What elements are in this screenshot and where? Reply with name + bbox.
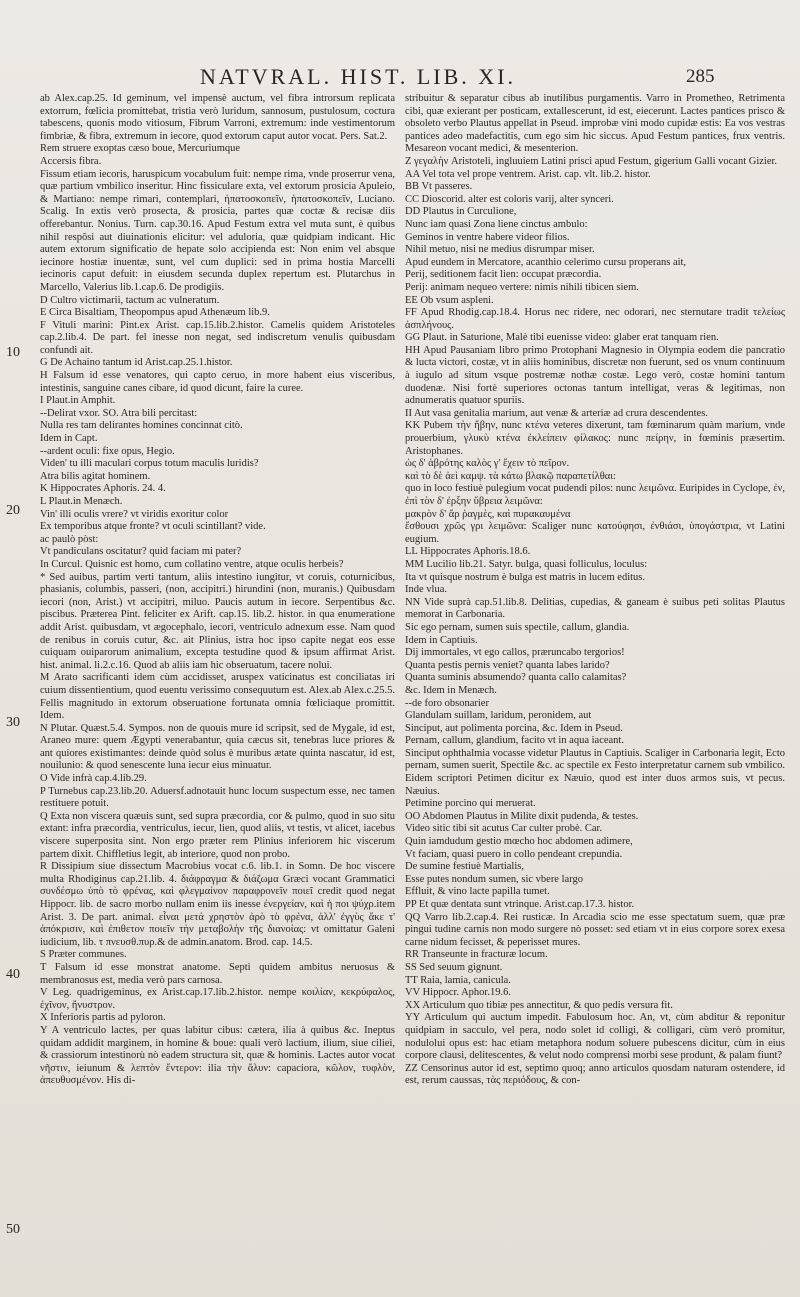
- left-text-column: [40, 93, 395, 1283]
- text-paragraph: Fissum etiam iecoris, haruspicum vocabulum fuit: nempe rima, vnde proserrur vena, quæ partium vmbilico inseritur. Hinc fissiculare exta, vel extorum prosicia Apuleio, & Martiano: nempe rimari, contemplari, ἡπατοσκοπεῖν, ἡπατοσκοπεῖν, Luciano. Scalig. In extis verò prosecta, & prosicia, partes quæ coctæ & recisæ diis offerebantur. Nonius. Turn. cap.30.16. Apud Festum extra vel muta sunt, è quibus nihil respõsi aut diuinationis elicitur: vel aduloria, quæ quidpiam indicant. Hic autem extorum significatio de hepate solo accipienda est: Non enim vel absque iecinore hostiæ inuentæ, sunt, vel cum duplici: sed in prima hostia Marcelli iecinoris caput defuit: in eiusdem secunda duplex repertum est. Plutarchus in Marcello, Valerius lib.1.cap.6. De prodigiis.: [40, 168, 395, 293]
- text-paragraph: Pernam, callum, glandium, facito vt in aqua iaceant.: [405, 735, 624, 747]
- text-paragraph: Dij immortales, vt ego callos, præruncabo tergorios!: [405, 647, 625, 659]
- text-paragraph: VV Hippocr. Aphor.19.6.: [405, 987, 511, 999]
- text-paragraph: QQ Varro lib.2.cap.4. Rei rusticæ. In Arcadia scio me esse spectatum suem, quæ præ pingui tudine carnis non modo surgere nò posset: sed etiam vt in eius corpore sorex exesa carne nidum fecisset, & peperisset mures.: [405, 911, 785, 948]
- text-paragraph: ὡς δ' ἁβρότης καλὸς γ' ἔχειν τὸ πεῖρον.: [405, 458, 570, 470]
- text-paragraph: EE Ob vsum aspleni.: [405, 294, 494, 306]
- text-paragraph: ZZ Censorinus autor id est, septimo quoq; anno articulos quosdam naturam ostendere, id est, rerum caussas, τὰς περιόδους, & con-: [405, 1062, 785, 1087]
- text-paragraph: Quanta pestis pernis veniet? quanta labes larido?: [405, 659, 610, 671]
- text-paragraph: In Curcul. Quisnic est homo, cum collatino ventre, atque oculis herbeis?: [40, 558, 344, 570]
- text-paragraph: Nulla res tam delirantes homines concinnat citò.: [40, 420, 243, 432]
- text-paragraph: NN Vide suprà cap.51.lib.8. Delitias, cupedias, & ganeam è suibus peti solitas Plautus memorat in Carbonaria.: [405, 596, 785, 621]
- text-paragraph: --de foro obsonarier: [405, 697, 489, 709]
- text-paragraph: M Arato sacrificanti idem cùm accidisset, aruspex vaticinatus est conciliatas iri cuium dissentientium, quod euentu verissimo consequutum est. Alex.ab Alex.c.25.5. Fellis magnitudo in extorum obseruatione fortunata omnia fœliciaque promittit. Idem.: [40, 672, 395, 722]
- text-paragraph: Viden' tu illi maculari corpus totum maculis luridis?: [40, 458, 259, 470]
- text-paragraph: V Leg. quadrigeminus, ex Arist.cap.17.lib.2.histor. nempe κοιλίαν, κεκρύφαλος, ἐχῖνον, ἤνυστρον.: [40, 987, 395, 1011]
- text-paragraph: Accersis fibra.: [40, 155, 102, 167]
- text-paragraph: FF Apud Rhodig.cap.18.4. Horus nec ridere, nec odorari, nec sternutare tradit τελείως ἀσπλήνους.: [405, 307, 785, 331]
- text-paragraph: καὶ τὸ δὲ ἀεὶ καμψ. τὰ κάτω βλακῷ παραπετίλθαι:: [405, 470, 616, 482]
- text-paragraph: HH Apud Pausaniam libro primo Protophani Magnesio in Olympia eodem die pancratio & lucta victori, costæ, vt in aliis hominibus, discretæ non fuerunt, sed os vnum continuum à iugulo ad situm vsque postremæ nothæ costæ. Lego verò, costæ homini tantum duodenæ. Nisi fortè superiores octonas tantum intelligat, veras & legitimas, non adnumeratis quatuor spuriis.: [405, 344, 785, 407]
- running-head-title: NATVRAL. HIST. LIB. XI.: [199, 64, 517, 89]
- text-paragraph: Q Exta non viscera quæuis sunt, sed supra præcordia, cor & pulmo, quod in suo situ extant: infra præcordia, ventriculus, iecur, lien, quod aliis, vt testis, vt alicet, iacebus viscere superposita sint. Non ergo præter rem Plinius inferiorem hic viscerum partem dixit. Chiffletius legit, ab interiore, quod non probo.: [40, 810, 395, 860]
- page-number: 285: [686, 66, 715, 87]
- text-paragraph: RR Transeunte in fracturæ locum.: [405, 949, 548, 961]
- text-paragraph: Rem struere exoptas cæso boue, Mercuriumque: [40, 143, 241, 155]
- text-paragraph: Vt faciam, quasi puero in collo pendeant crepundia.: [405, 848, 623, 860]
- text-paragraph: Geminos in ventre habere videor filios.: [405, 231, 570, 243]
- text-paragraph: Perij, seditionem facit lien: occupat præcordia.: [405, 269, 602, 281]
- text-paragraph: ab Alex.cap.25. Id geminum, vel impensè auctum, vel fibra introrsum replicata extorrum, fœlicia promittebat, tristia verò luridum, sannosum, pustulosum, coctura tabescens, quonis modo vitiosum, Fibrum Varroni, extremum: inde vestimentorum fimbriæ, & fibra, extremum in iecore, quod extorum caput autor vocat. Pers. Sat.2.: [40, 93, 395, 142]
- text-paragraph: μακρὸν δ' ἄρ ῥαγμὲς, καὶ πυρακαυμένα: [405, 508, 571, 520]
- margin-line-number: 20: [6, 503, 20, 518]
- text-paragraph: * Sed auibus, partim verti tantum, aliis intestino iungitur, vt coruis, coturnicibus, phasianis, columbis, passeri, (non, accipitri.) hirundini (non, muranis.) Quibusdam iecori (non, Arist.) vt accipitri, miluo. Paucis autum in iecore. Serpentibus &c. piscibus. Præterea Pint. feliciter ex Arift. cap.15. lib.2. histor. in qua enumeratione addit Arist. quibusdam, vt ægocephalo, iecori, ventriculo adnexum esse. Nam quod de renibus in coruis cutur, &c. ait Plinius, istra hoc ipso capite negat eos esse cuiquam ouiparorum animalium, excepta testudine quod & ipsum affirmat Arist. hist. animal. li.2.c.16. Quod ab aliis iam hic obseruatum, tacere nolui.: [40, 571, 395, 671]
- text-paragraph: GG Plaut. in Saturione, Malè tibi euenisse video: glaber erat tanquam rien.: [405, 332, 719, 344]
- text-paragraph: YY Articulum qui auctum impedit. Fabulosum hoc. An, vt, cùm abditur & reponitur quidpiam in sacculo, vel pera, nodo solet id colligi, & colligari, cùm verò promitur, nodulolui opus est: hac etiam metaphora nodum soluere pubescens dicitur, cùm in eius corpore clausi, delitescentes, & velut nodo comprensi morbi sese produnt, & palam fiunt?: [405, 1012, 785, 1062]
- text-paragraph: Quin iamdudum gestio mœcho hoc abdomen adimere,: [405, 836, 633, 848]
- text-paragraph: E Circa Bisaltiam, Theopompus apud Athenæum lib.9.: [40, 307, 270, 319]
- text-paragraph: Z γεγαλὴν Aristoteli, ingluuiem Latini prisci apud Festum, gigerium Galli vocant Gizier.: [405, 155, 778, 167]
- text-paragraph: XX Articulum quo tibiæ pes annectitur, & quo pedis versura fit.: [405, 999, 673, 1011]
- text-paragraph: G De Achaino tantum id Arist.cap.25.1.histor.: [40, 357, 233, 369]
- text-paragraph: X Inferioris partis ad pyloron.: [40, 1012, 166, 1024]
- text-paragraph: Ita vt quisque nostrum è bulga est matris in lucem editus.: [405, 571, 645, 583]
- text-paragraph: MM Lucilio lib.21. Satyr. bulga, quasi folliculus, loculus:: [405, 558, 648, 570]
- text-paragraph: Nunc iam quasi Zona liene cinctus ambulo:: [405, 218, 588, 230]
- text-paragraph: PP Et quæ dentata sunt vtrinque. Arist.cap.17.3. histor.: [405, 899, 635, 910]
- text-paragraph: SS Sed seuum gignunt.: [405, 961, 503, 973]
- margin-line-number: 50: [6, 1222, 20, 1237]
- text-paragraph: stribuitur & separatur cibus ab inutilibus purgamentis. Varro in Prometheo, Retrimenta cibi, quæ exierant per posticam, extallescerunt, id est, eiecerunt. Lactes pantices prisco & obsoleto verbo Plautus appellat in Pseud. improbæ vini modo cupidæ estis: Ea vos vestras pantices adeo madefactitis, cum ego sim hic siccus. Apud Festum pantices, frux ventris. Mesareon vocant medici, & mesenterion.: [405, 93, 785, 155]
- text-paragraph: Petimine porcino qui meruerat.: [405, 798, 536, 810]
- text-paragraph: I Plaut.in Amphit.: [40, 395, 116, 407]
- text-paragraph: quo in loco festiuè pulegium vocat pudendi pilos: nunc λειμῶνα. Euripides in Cyclope, ἐν, ἐπὶ τὸν δ' ἐρξην ὕβρεια λειμῶνα:: [405, 483, 785, 507]
- margin-line-number: 30: [6, 715, 20, 730]
- text-paragraph: S Præter communes.: [40, 949, 127, 961]
- text-paragraph: N Plutar. Quæst.5.4. Sympos. non de quouis mure id scripsit, sed de Mygale, id est, Araneo mure: quem Ægypti venerabantur, quia cæcus sit, tenebras luce priores & ant quiores existimantes: deinde quòd solus è muribus ætate quinta nascatur, id est, nouilunio: & quod senescente luna iecur eius minuatur.: [40, 722, 395, 772]
- text-paragraph: Perij: animam nequeo vertere: nimis nihili tibicen siem.: [405, 281, 639, 293]
- text-paragraph: P Turnebus cap.23.lib.20. Aduersf.adnotauit hunc locum suspectum esse, nec tamen restituere potuit.: [40, 785, 395, 810]
- text-paragraph: OO Abdomen Plautus in Milite dixit pudenda, & testes.: [405, 810, 639, 822]
- text-paragraph: Y A ventriculo lactes, per quas labitur cibus: cætera, ilia à quibus &c. Ineptus quidam addidit marginem, in homine & boue: quali verò lactium, ilium, siue ciliei, & crassiorum intestinorù nò eadem structura sit, quæ & hominis. Lactes autor vocat νῆστιν, ieiunum & λεπτὸν ἔντερον: ilia τὴν ἄλυν: capaciora, κῶλον, τυφλὸν, ἀπευθυσμένον. His di-: [40, 1024, 395, 1087]
- text-paragraph: Inde vlua.: [405, 584, 447, 596]
- text-paragraph: O Vide infrà cap.4.lib.29.: [40, 773, 147, 785]
- text-paragraph: DD Plautus in Curculione,: [405, 206, 517, 218]
- text-paragraph: Glandulam suillam, laridum, peronidem, aut: [405, 710, 592, 722]
- text-paragraph: --Delirat vxor. SO. Atra bili percitast:: [40, 407, 198, 419]
- text-paragraph: CC Dioscorid. alter est coloris varij, alter synceri.: [405, 193, 614, 205]
- text-paragraph: AA Vel tota vel prope ventrem. Arist. cap. vlt. lib.2. histor.: [405, 168, 651, 180]
- text-paragraph: Sic ego pernam, sumen suis spectile, callum, glandia.: [405, 621, 630, 633]
- text-paragraph: Ex temporibus atque fronte? vt oculi scintillant? vide.: [40, 521, 266, 533]
- text-paragraph: KK Pubem τὴν ἥβην, nunc κτένα veteres dixerunt, tam fœminarum quàm marium, vnde prouerbium, γλυκὺ κτένα ἐκλείπειν φίλακος: nunc πείρην, in fœminis præsertim. Aristophanes.: [405, 420, 785, 457]
- text-paragraph: D Cultro victimarii, tactum ac vulneratum.: [40, 294, 220, 306]
- text-paragraph: TT Raia, lamia, canicula.: [405, 974, 511, 986]
- text-paragraph: ac paulò pòst:: [40, 533, 99, 545]
- margin-line-number: 40: [6, 967, 20, 982]
- text-paragraph: H Falsum id esse venatores, qui capto ceruo, in more habent eius visceribus, intestinis, sanguine canes cibare, id quod dicunt, faire la curee.: [40, 370, 395, 394]
- text-paragraph: --ardent oculi: fixe opus, Hegio.: [40, 445, 175, 457]
- text-paragraph: L Plaut.in Menæch.: [40, 496, 123, 507]
- text-paragraph: F Vituli marini: Pint.ex Arist. cap.15.lib.2.histor. Camelis quidem Aristoteles cap.2.lib.4. De part. fel inesse non negat, sed indiscretum venulis quibusdam confundi ait.: [40, 319, 395, 356]
- text-paragraph: Idem in Captiuis.: [405, 634, 478, 646]
- text-paragraph: Atra bilis agitat hominem.: [40, 470, 151, 482]
- text-paragraph: R Dissipium siue dissectum Macrobius vocat c.6. lib.1. in Somn. De hoc viscere multa Rhodiginus cap.21.lib. 4. διάφραγμα & διάζωμα Græci vocant Grammatici συνδέσμω ὑπὸ τὸ φρένας, καὶ φλεγμαίνον παραφρονεῖν ποιεῖ credit quod negat Hippocr. lib. de sacro morbo nullam enim iis inesse ἐνεργείαν, καὶ ἡ ποι ψύχρ.item Arist. 3. De part. animal. εἶναι μετά χρηστὸν ἀρὸ τὸ φρένα, ἀλλ' ἐγγὺς ἄκε τ' ἀπόκρισιν, καὶ ἐπιθετον ποιεῖν τὴν μεταβολὴν τῆς διανοίας: vt omittatur Galeni iudicium, lib. τ πνευσθ.πυρ.& de admin.anatom. Brod. cap. 14.5.: [40, 861, 395, 948]
- text-paragraph: Sinciput, aut polimenta porcina, &c. Idem in Pseud.: [405, 722, 623, 734]
- text-paragraph: BB Vt passeres.: [405, 181, 473, 193]
- text-paragraph: Nihil metuo, nisi ne medius disrumpar miser.: [405, 244, 595, 256]
- text-paragraph: Esse putes nondum sumen, sic vbere largo: [405, 873, 583, 885]
- text-paragraph: Effluit, & vino lacte papilla tumet.: [405, 886, 550, 898]
- margin-line-number: 10: [6, 345, 20, 360]
- text-paragraph: Apud eundem in Mercatore, acanthio celerimo cursu properans ait,: [405, 256, 687, 268]
- text-paragraph: Vt pandiculans oscitatur? quid faciam mi pater?: [40, 546, 242, 558]
- text-paragraph: Idem in Capt.: [40, 433, 98, 445]
- text-paragraph: K Hippocrates Aphoris. 24. 4.: [40, 483, 166, 495]
- text-paragraph: Quanta suminis absumendo? quanta callo calamitas?: [405, 672, 627, 684]
- text-paragraph: De sumine festiuè Martialis,: [405, 861, 524, 873]
- text-paragraph: Video sitic tibi sit acutus Car culter probè. Car.: [405, 823, 603, 835]
- text-paragraph: II Aut vasa genitalia marium, aut venæ & arteriæ ad crura descendentes.: [405, 407, 708, 419]
- text-paragraph: Vin' illi oculis vrere? vt viridis exoritur color: [40, 508, 229, 520]
- right-text-column: [405, 93, 785, 1283]
- text-paragraph: T Falsum id esse monstrat anatome. Septi quidem ambitus neruosus & membranosus est, media verò pars carnosa.: [40, 961, 395, 986]
- text-paragraph: &c. Idem in Menæch.: [405, 684, 497, 696]
- text-paragraph: ἔσθουσι χρῶς γρι λειμῶνα: Scaliger nunc κατούφησι, ἐνθιάσι, ὑπογάστρια, vt Latini eugium.: [405, 521, 785, 545]
- text-paragraph: Sinciput ophthalmia vocasse videtur Plautus in Captiuis. Scaliger in Carbonaria legit, Ecto pernam, sumen suerit, Spectile &c. ac spectile ex Festo interpretatur carnem sub vmbilico. Eidem scriptori Petimen dicitur ex Næuio, quod est inter duos armos suis, vt pecus. Næuius.: [405, 747, 785, 797]
- text-paragraph: LL Hippocrates Aphoris.18.6.: [405, 546, 531, 558]
